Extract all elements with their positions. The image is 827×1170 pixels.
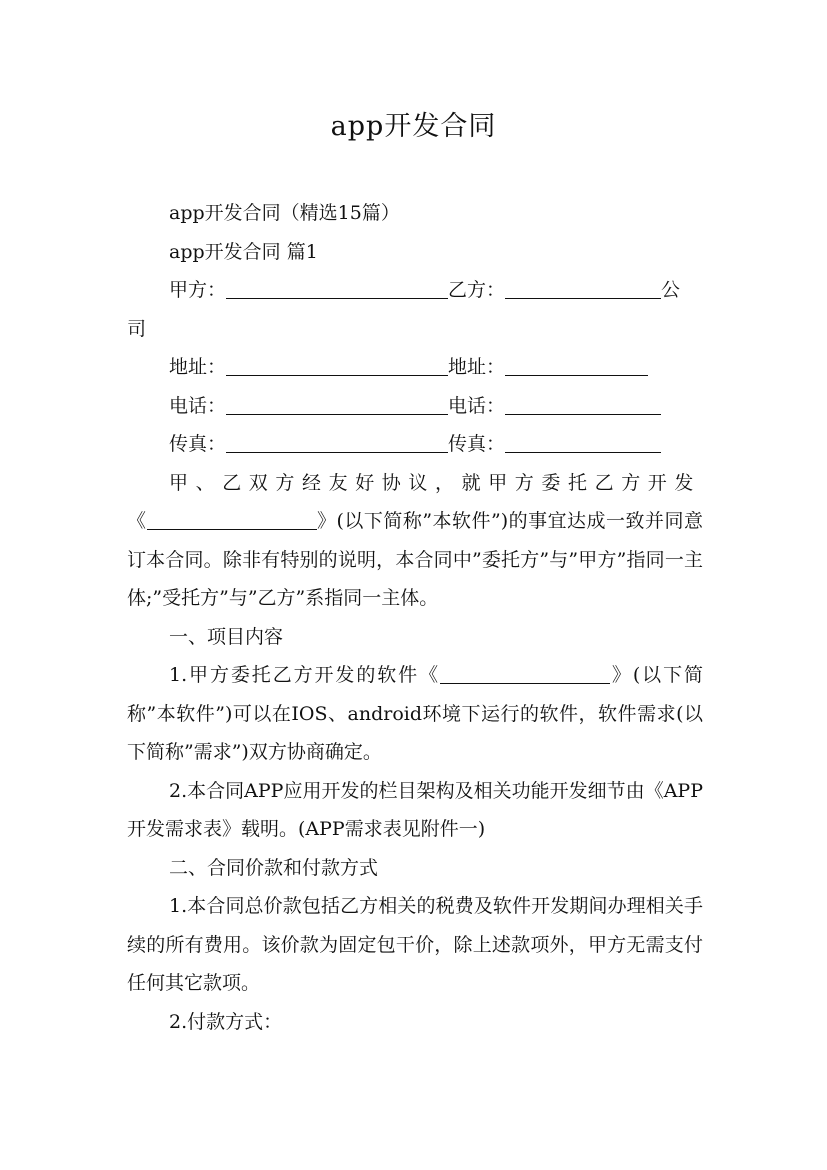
item-1-1-blank — [440, 664, 610, 684]
address-row — [127, 348, 703, 387]
party-a-label: 甲方： — [169, 279, 227, 301]
address-label-a: 地址： — [169, 356, 227, 378]
section1-heading: 一、项目内容 — [169, 625, 284, 648]
fax-row — [127, 425, 703, 464]
party-a-blank — [226, 279, 448, 299]
phone-row — [127, 387, 703, 426]
address-a-blank — [226, 356, 448, 376]
item-1-2: 2.本合同APP应用开发的栏目架构及相关功能开发细节由《APP开发需求表》载明。(APP需求表见附件一) — [127, 779, 703, 840]
section2-heading: 二、合同价款和付款方式 — [169, 856, 379, 879]
item-1-1-post: 》(以下简称”本软件”)可以在IOS、android环境下运行的软件，软件需求(以下简称”需求”)双方协商确定。 — [127, 664, 703, 763]
item-2-2: 2.付款方式： — [169, 1010, 283, 1033]
fax-label-a: 传真： — [169, 433, 227, 455]
address-label-b: 地址： — [448, 356, 506, 378]
address-b-blank — [505, 356, 648, 376]
subtitle: app开发合同（精选15篇） — [169, 202, 400, 224]
item-1-1 — [127, 656, 703, 772]
intro-line1: 甲、乙双方经友好协议，就甲方委托乙方开发 — [169, 471, 702, 494]
document-body — [127, 194, 703, 1041]
parties-row — [127, 271, 703, 310]
document-title: app开发合同 — [330, 111, 497, 142]
party-b-blank — [505, 279, 661, 299]
intro-rest: 》(以下简称”本软件”)的事宜达成一致并同意订本合同。除非有特别的说明，本合同中”委托方”与”甲方”指同一主体;”受托方”与”乙方”系指同一主体。 — [127, 510, 703, 609]
chapter-heading: app开发合同 篇1 — [169, 240, 318, 263]
intro-open-bracket: 《 — [127, 510, 147, 532]
phone-a-blank — [226, 395, 448, 415]
party-b-suffix: 公 — [661, 279, 681, 301]
party-b-suffix-wrap: 司 — [127, 317, 147, 340]
party-b-label: 乙方： — [448, 279, 506, 301]
fax-label-b: 传真： — [448, 433, 506, 455]
fax-b-blank — [505, 433, 661, 453]
item-1-1-pre: 1.甲方委托乙方开发的软件《 — [169, 664, 441, 686]
phone-label-b: 电话： — [448, 394, 506, 417]
fax-a-blank — [226, 433, 448, 453]
intro-paragraph — [127, 502, 703, 618]
phone-b-blank — [505, 395, 661, 415]
phone-label-a: 电话： — [169, 394, 227, 417]
software-name-blank — [147, 510, 317, 530]
item-2-1: 1.本合同总价款包括乙方相关的税费及软件开发期间办理相关手续的所有费用。该价款为固定包干价，除上述款项外，甲方无需支付任何其它款项。 — [127, 895, 703, 994]
